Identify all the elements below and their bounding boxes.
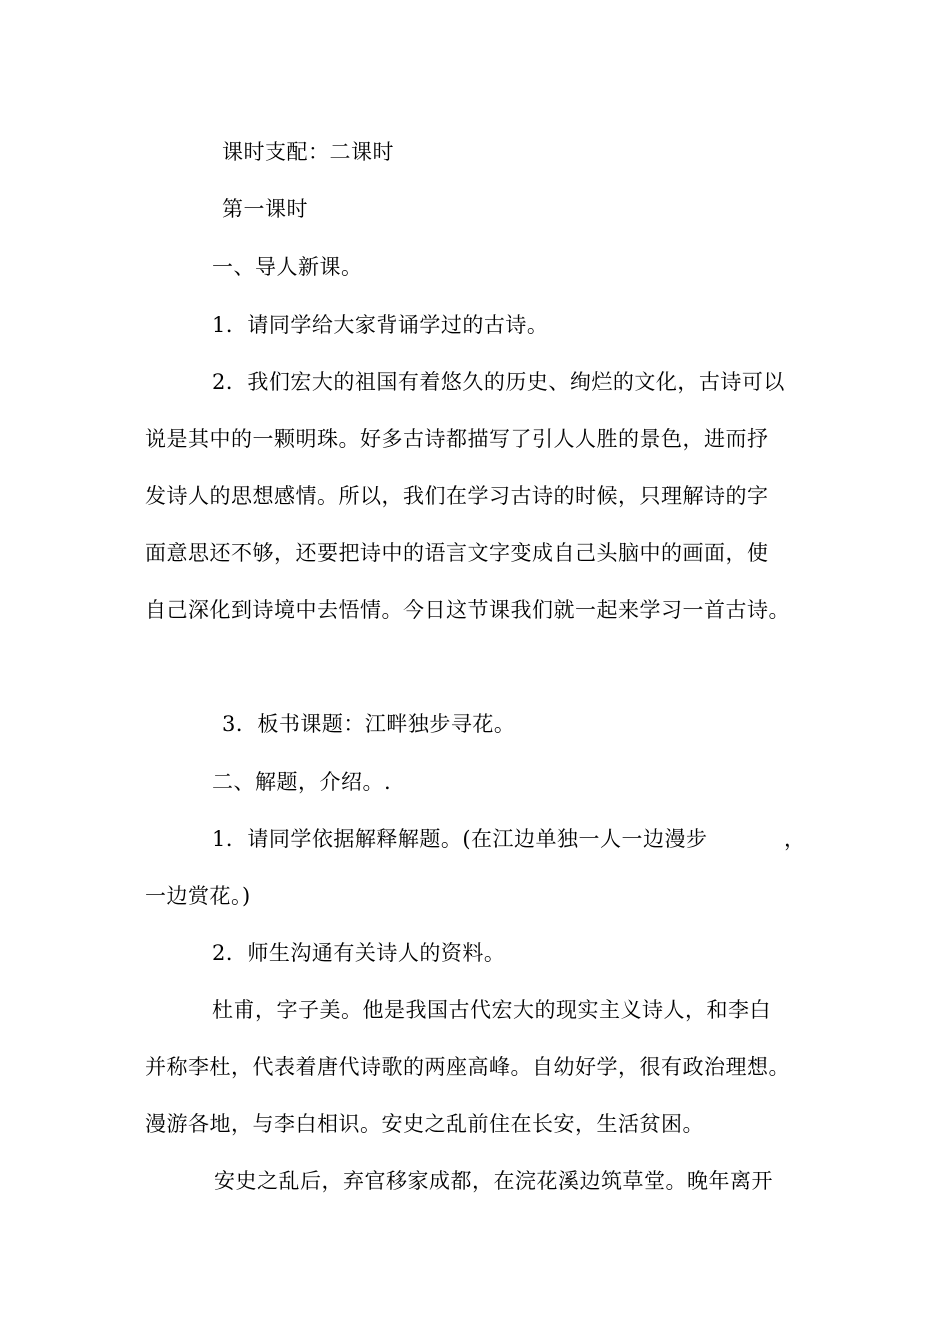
paragraph-line: 2．我们宏大的祖国有着悠久的历史、绚烂的文化，古诗可以 (212, 370, 785, 394)
paragraph-comma: ， (784, 827, 806, 851)
first-lesson-heading: 第一课时 (222, 197, 308, 221)
section-heading-intro: 一、导人新课。 (212, 255, 363, 279)
paragraph-line: 自己深化到诗境中去悟情。今日这节课我们就一起来学习一首古诗。 (145, 598, 790, 622)
paragraph-line: 一边赏花。) (145, 884, 251, 908)
paragraph-line: 杜甫，字子美。他是我国古代宏大的现实主义诗人，和李白 (212, 998, 771, 1022)
paragraph-line: 1．请同学依据解释解题。(在江边单独一人一边漫步 (212, 827, 708, 851)
paragraph-line: 1．请同学给大家背诵学过的古诗。 (212, 313, 549, 337)
lesson-schedule: 课时支配：二课时 (222, 140, 394, 164)
paragraph-line: 并称李杜，代表着唐代诗歌的两座高峰。自幼好学，很有政治理想。 (145, 1055, 790, 1079)
paragraph-line: 2．师生沟通有关诗人的资料。 (212, 941, 506, 965)
paragraph-line: 漫游各地，与李白相识。安史之乱前住在长安，生活贫困。 (145, 1112, 704, 1136)
paragraph-line: 发诗人的思想感情。所以，我们在学习古诗的时候，只理解诗的字 (145, 484, 769, 508)
paragraph-line: 安史之乱后，弃官移家成都，在浣花溪边筑草堂。晚年离开 (214, 1169, 773, 1193)
paragraph-line: 3．板书课题：江畔独步寻花。 (222, 712, 516, 736)
paragraph-line: 面意思还不够，还要把诗中的语言文字变成自己头脑中的画面，使 (145, 541, 769, 565)
paragraph-line: 说是其中的一颗明珠。好多古诗都描写了引人人胜的景色，进而抒 (145, 427, 769, 451)
section-heading-explain: 二、解题，介绍。. (212, 770, 392, 794)
